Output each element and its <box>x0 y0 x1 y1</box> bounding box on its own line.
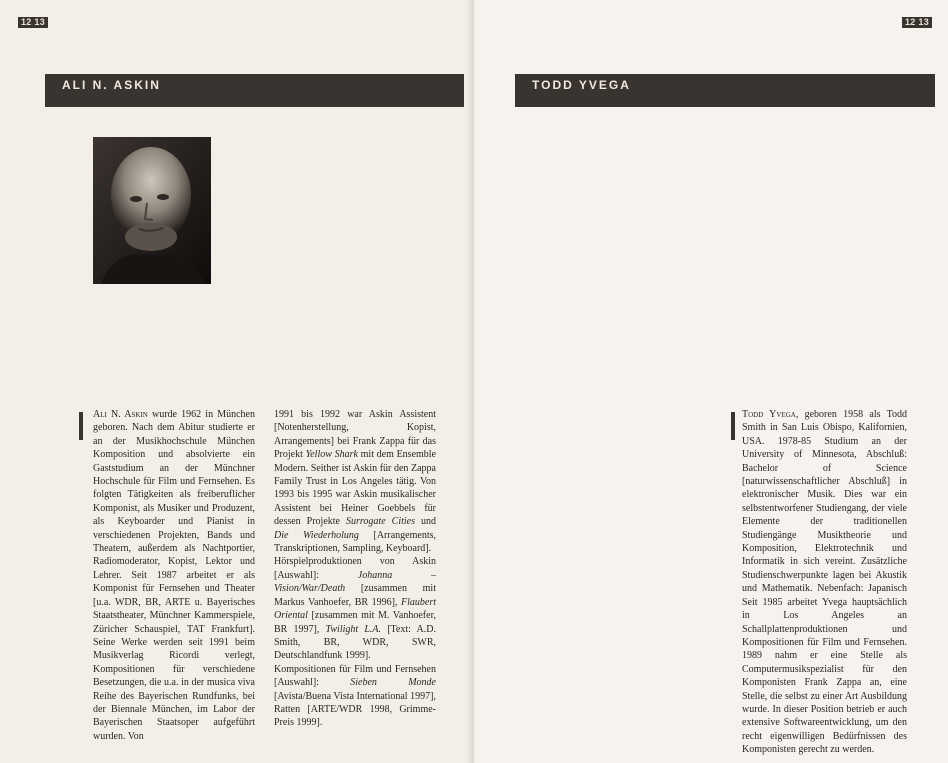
yvega-bio-column <box>742 408 907 757</box>
work-title: Yellow Shark <box>305 449 358 461</box>
portrait-image <box>93 137 211 284</box>
text-run: [zusammen mit M. Vanhoefer, BR 1997], <box>274 610 436 635</box>
text-run: und <box>415 516 437 528</box>
work-title: Die Wiederholung <box>274 529 359 541</box>
text-run: Kompositionen für Film und Fernsehen [Auswahl]: <box>274 663 436 689</box>
left-header-bar: ALI N. ASKIN <box>45 74 464 107</box>
left-page-number: 12 13 <box>18 17 48 28</box>
left-initial-bar <box>79 412 83 440</box>
text-run: [Text: A.D. Smith, BR, WDR, SWR, Deutschlandfunk 1999]. <box>274 623 437 662</box>
text-run: mit dem Ensemble Modern. Seither ist Askin für den Zappa Family Trust in Los Angeles tätig. Von 1993 bis 1995 war Askin musikalischer Assistent bei Heiner Goebbels für dessen Projekte <box>274 449 437 528</box>
yvega-bio-text: , geboren 1958 als Todd Smith in San Luis Obispo, Kalifornien, USA. 1978-85 Studium an der University of Minnesota, Abschluß: Bachelor of Science [naturwissenschaftlicher Abschluß] in elektronischer Musik. Dies war ein selbstentworfener Studiengang, der viele Elemente der traditionellen Studiengänge Musiktheorie und Komposition, Elektrotechnik und Informatik in sich vereint. Zusätzliche Studienschwerpunkte lagen bei Akustik und Mathematik. Nebenfach: Japanisch Seit 1985 arbeitet Yvega hauptsächlich in Los Angeles an Schallplattenproduktionen und Kompositionen für Film und Fernsehen. 1989 nahm er eine Stelle als Computermusikspezialist für den Komponisten Frank Zappa an, eine Stelle, die selbst zu einer Art Ausbildung wurde. In dieser Position betrieb er auch extensive Softwareentwicklung, um den recht eigenwilligen Bedürfnissen des Komponisten gerecht zu werden. <box>742 409 907 756</box>
askin-bio-paragraph-assistant <box>274 408 436 555</box>
right-page <box>474 0 948 763</box>
work-title: Surrogate Cities <box>346 516 415 528</box>
right-header-bar: TODD YVEGA <box>515 74 935 107</box>
work-title: Flaubert Oriental <box>274 596 436 622</box>
text-run: [Avista/Buena Vista International 1997], Ratten [ARTE/WDR 1998, Grimme-Preis 1999]. <box>274 690 436 729</box>
text-run: [Arrangements, Transkriptionen, Sampling, Keyboard]. <box>274 529 436 555</box>
portrait-photo <box>93 137 211 284</box>
work-title: Johanna – Vision/War/Death <box>274 569 436 595</box>
askin-bio-paragraph-radio <box>274 555 436 662</box>
right-page-number: 12 13 <box>902 17 932 28</box>
askin-name: Ali N. Askin <box>93 409 148 420</box>
askin-bio-column-2 <box>274 408 436 730</box>
right-initial-bar <box>731 412 735 440</box>
text-run: 1991 bis 1992 war Askin Assistent [Notenherstellung, Kopist, Arrangements] bei Frank Zappa für das Projekt <box>274 409 436 461</box>
askin-bio-text-1: wurde 1962 in München geboren. Nach dem Abitur studierte er an der Musikhochschule München Komposition und absolvierte ein Gaststudium an der Münchner Hochschule für Film und Fernsehen. Es folgten Tätigkeiten als freiberuflicher Komponist, als Musiker und Produzent, als Keyboarder und Pianist in verschiedenen Projekten, Bands und Theatern, außerdem als Nachtportier, Radiomoderator, Kopist, Lektor und Lehrer. Seit 1987 arbeitet er als Komponist für Fernsehen und Theater [u.a. WDR, BR, ARTE u. Bayerisches Staatstheater, Münchner Kammerspiele, Züricher Schauspiel, TAT Frankfurt]. Seine Werke werden seit 1991 beim Musikverlag Ricordi verlegt, Kompositionen für verschiedene Besetzungen, die u.a. in der musica viva Reihe des Bayerischen Rundfunks, bei der Biennale München, im Labor der Bayerischen Staatsoper aufgeführt wurden. Von <box>93 409 255 742</box>
work-title: Sieben Monde <box>350 677 436 689</box>
work-title: Twilight L.A. <box>325 623 382 635</box>
text-run: Hörspielproduktionen von Askin [Auswahl]: <box>274 556 436 581</box>
askin-bio-column-1 <box>93 408 255 743</box>
yvega-name: Todd Yvega <box>742 409 796 420</box>
askin-bio-paragraph-film <box>274 663 436 730</box>
text-run: [zusammen mit Markus Vanhoefer, BR 1996], <box>274 583 436 608</box>
